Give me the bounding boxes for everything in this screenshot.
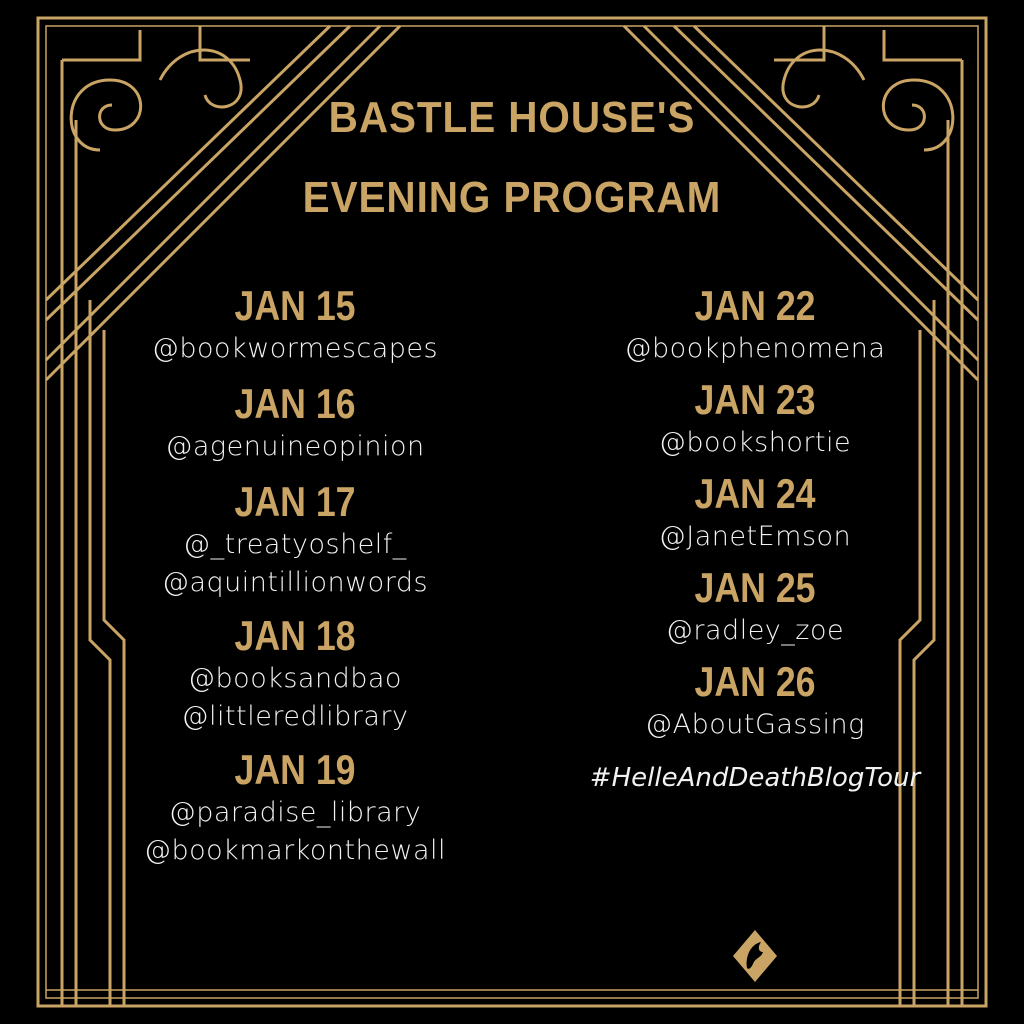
entry-date: JAN 19 [234, 746, 356, 793]
entry-date: JAN 18 [234, 612, 356, 659]
schedule-entry [560, 564, 950, 650]
entry-date: JAN 16 [234, 380, 356, 427]
schedule-entry [100, 380, 490, 466]
schedule-entry [560, 470, 950, 556]
schedule-entry [560, 282, 950, 368]
schedule-entry [100, 282, 490, 368]
entry-date: JAN 23 [694, 376, 816, 423]
entry-handle: @booksandbao [188, 663, 402, 694]
entry-handle: @paradise_library [168, 797, 422, 828]
entry-handle: @JanetEmson [658, 521, 852, 552]
entry-handle: @AboutGassing [645, 709, 865, 740]
entry-handle: @bookphenomena [624, 333, 886, 364]
schedule-entry [100, 612, 490, 736]
schedule-entry [560, 376, 950, 462]
entry-date: JAN 17 [234, 478, 356, 525]
entry-date: JAN 25 [694, 564, 816, 611]
entry-date: JAN 15 [234, 282, 356, 329]
entry-handle: @radley_zoe [665, 615, 845, 646]
schedule-left-column [100, 282, 490, 870]
program-title-line2: EVENING PROGRAM [302, 173, 722, 222]
entry-handle: @bookshortie [658, 427, 852, 458]
schedule-entry [560, 658, 950, 744]
blog-tour-hashtag: #HelleAndDeathBlogTour [589, 763, 921, 793]
entry-date: JAN 24 [694, 470, 816, 517]
entry-handle: @aquintillionwords [161, 567, 429, 598]
entry-date: JAN 26 [694, 658, 816, 705]
entry-handle: @bookmarkonthewall [143, 835, 446, 866]
entry-handle: @littleredlibrary [181, 701, 409, 732]
entry-handle: @bookwormescapes [151, 333, 439, 364]
schedule-entry [100, 746, 490, 870]
program-title-line1: BASTLE HOUSE'S [328, 93, 696, 142]
entry-date: JAN 22 [694, 282, 816, 329]
entry-handle: @_treatyoshelf_ [183, 529, 407, 560]
entry-handle: @agenuineopinion [165, 431, 425, 462]
schedule-right-column [560, 282, 950, 796]
schedule-entry [100, 478, 490, 602]
publisher-logo-icon [731, 928, 779, 984]
